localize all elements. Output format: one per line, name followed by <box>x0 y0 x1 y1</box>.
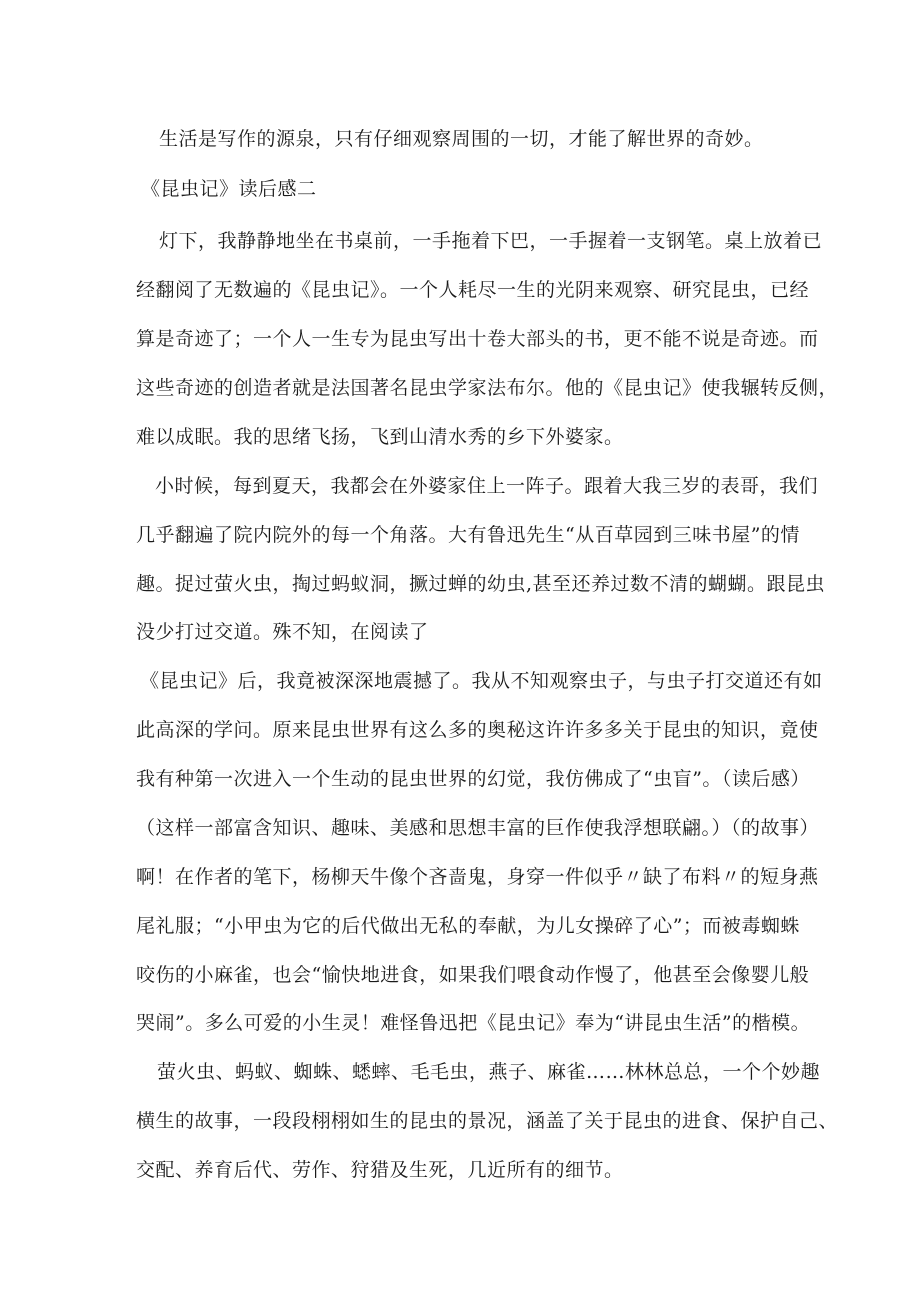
paragraph-line: 此高深的学问。原来昆虫世界有这么多的奥秘这许许多多关于昆虫的知识，竟使 <box>136 719 819 741</box>
paragraph-line: 难以成眠。我的思绪飞扬，飞到山清水秀的乡下外婆家。 <box>136 426 624 448</box>
paragraph-line: 啊！在作者的笔下，杨柳天牛像个吝啬鬼，身穿一件似乎〃缺了布料〃的短身燕 <box>136 866 819 888</box>
paragraph-line: 几乎翻遍了院内院外的每一个角落。大有鲁迅先生“从百草园到三味书屋”的情 <box>136 524 800 546</box>
paragraph-line: 咬伤的小麻雀，也会“愉快地进食，如果我们喂食动作慢了，他甚至会像婴儿般 <box>136 964 810 986</box>
paragraph-line: （这样一部富含知识、趣味、美感和思想丰富的巨作使我浮想联翩。）（的故事） <box>136 817 820 839</box>
paragraph-line: 萤火虫、蚂蚁、蜘蛛、蟋蟀、毛毛虫，燕子、麻雀……林林总总，一个个妙趣 <box>157 1061 821 1083</box>
paragraph-line: 横生的故事，一段段栩栩如生的昆虫的景况，涵盖了关于昆虫的进食、保护自己、 <box>136 1110 839 1132</box>
paragraph-line: 小时候，每到夏天，我都会在外婆家住上一阵子。跟着大我三岁的表哥，我们 <box>155 475 819 497</box>
paragraph-line: 交配、养育后代、劳作、狩猎及生死，几近所有的细节。 <box>136 1159 624 1181</box>
paragraph-line: 《昆虫记》后，我竟被深深地震撼了。我从不知观察虫子，与虫子打交道还有如 <box>140 670 823 692</box>
paragraph-line: 没少打过交道。殊不知，在阅读了 <box>136 621 429 643</box>
paragraph-line: 趣。捉过萤火虫，掏过蚂蚁洞，撅过蝉的幼虫,甚至还养过数不清的蝴蝴。跟昆虫 <box>136 573 826 595</box>
paragraph-line: 尾礼服；“小甲虫为它的后代做出无私的奉献，为儿女操碎了心”；而被毒蜘蛛 <box>136 915 800 937</box>
paragraph-line: 经翻阅了无数遍的《昆虫记》。一个人耗尽一生的光阴来观察、研究昆虫，已经 <box>136 279 810 301</box>
paragraph-line: 这些奇迹的创造者就是法国著名昆虫学家法布尔。他的《昆虫记》使我辗转反侧， <box>136 377 839 399</box>
paragraph-line: 我有种第一次进入一个生动的昆虫世界的幻觉，我仿佛成了“虫盲”。（读后感） <box>136 768 810 790</box>
paragraph-line: 算是奇迹了；一个人一生专为昆虫写出十卷大部头的书，更不能不说是奇迹。而 <box>136 328 819 350</box>
paragraph-line: 哭闹”。多么可爱的小生灵！难怪鲁迅把《昆虫记》奉为“讲昆虫生活”的楷模。 <box>136 1012 811 1034</box>
paragraph-line: 灯下，我静静地坐在书桌前，一手拖着下巴，一手握着一支钢笔。桌上放着已 <box>159 230 823 252</box>
section-title: 《昆虫记》读后感二 <box>141 178 317 200</box>
intro-line: 生活是写作的源泉，只有仔细观察周围的一切，才能了解世界的奇妙。 <box>159 128 764 150</box>
